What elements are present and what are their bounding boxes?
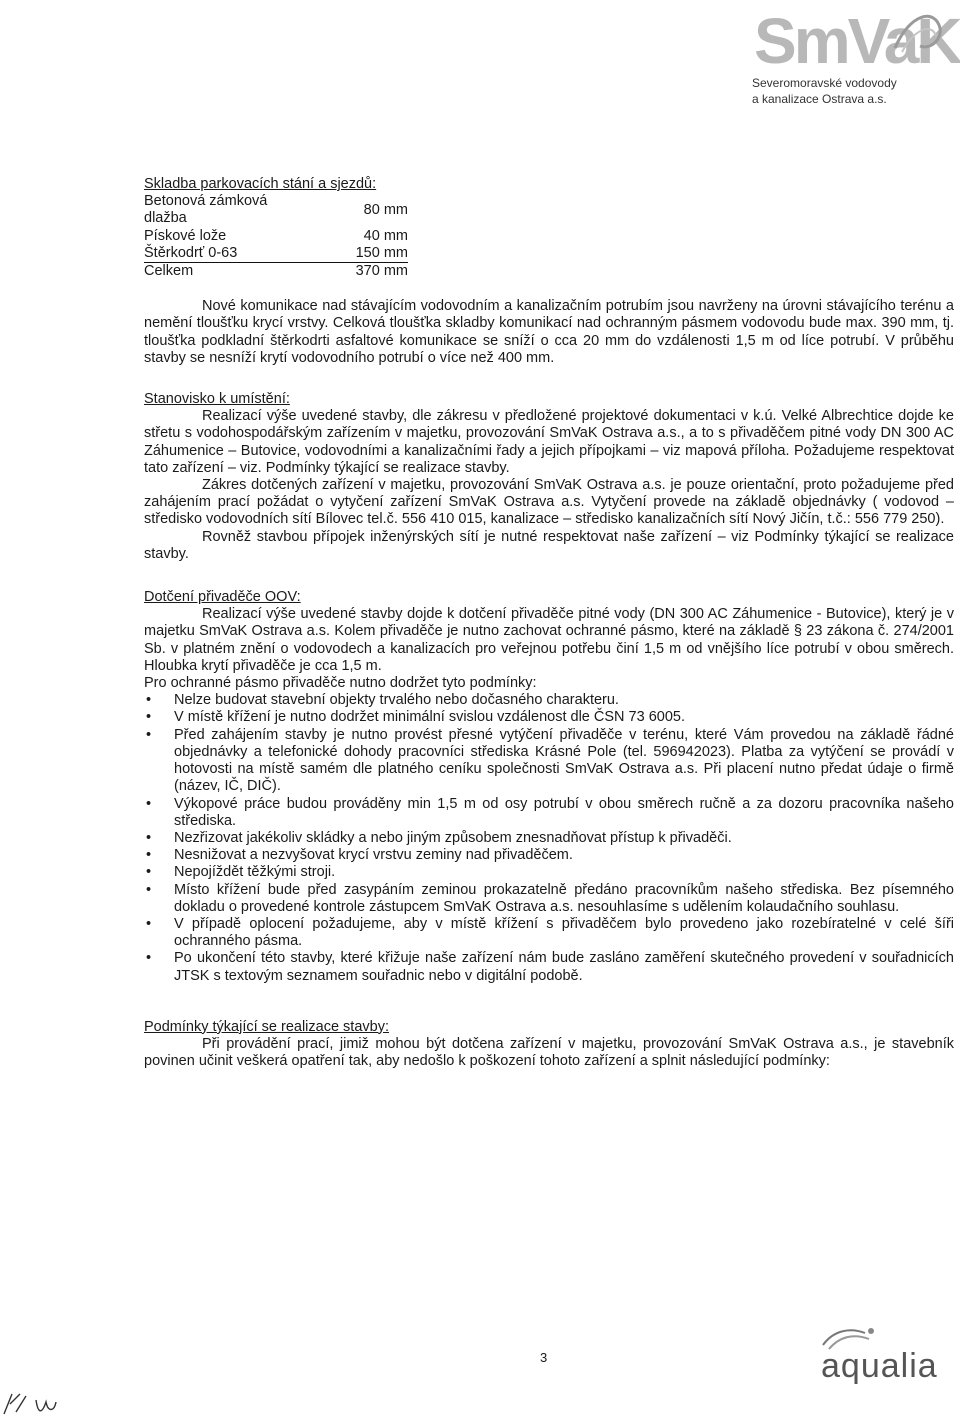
smvak-logo	[740, 5, 960, 106]
row-label: Betonová zámková dlažba	[144, 193, 268, 227]
list-item: • Nesnižovat a nezvyšovat krycí vrstvu zeminy nad přivaděčem.	[144, 847, 954, 864]
aqualia-logo	[815, 1325, 955, 1385]
parking-heading: Skladba parkovacích stání a sjezdů:	[144, 176, 377, 192]
list-item: • Nelze budovat stavební objekty trvalého nebo dočasného charakteru.	[144, 692, 954, 709]
feeder-intro: Pro ochranné pásmo přivaděče nutno dodržet tyto podmínky:	[144, 675, 537, 692]
list-item: • Po ukončení této stavby, které křižuje naše zařízení nám bude zasláno zaměření skutečného provedení v souřadnicích JTSK s textovým seznamem souřadnic nebo v digitální podobě.	[144, 950, 954, 984]
aqualia-wordmark: aqualia	[821, 1347, 938, 1385]
placement-paragraph-1: Realizací výše uvedené stavby, dle zákresu v předložené projektové dokumentaci v k.ú. Velké Albrechtice dojde ke střetu s vodohospodářským zařízením v majetku, provozování SmVaK Ostrava a.s., a to s přivaděčem pitné vody DN 300 AC Záhumenice – Butovice, vodovodními a kanalizačními řady a jejich přípojkami – viz mapová příloha. Požadujeme respektovat tato zařízení – viz. Podmínky týkající se realizace stavby.	[144, 408, 954, 476]
table-row	[144, 228, 408, 245]
row-label: Štěrkodrť 0-63	[144, 245, 288, 263]
placement-heading: Stanovisko k umístění:	[144, 391, 290, 408]
logo-company-line1: Severomoravské vodovody	[752, 76, 897, 90]
list-item: • Místo křížení bude před zasypáním zeminou prokazatelně předáno pracovníkům našeho střediska. Bez písemného dokladu o provedené kontrole zástupcem SmVaK Ostrava a.s. nesouhlasíme s udělením kolaudačního souhlasu.	[144, 882, 954, 916]
row-label: Celkem	[144, 263, 194, 280]
row-value: 150 mm	[288, 245, 408, 263]
logo-swirl-icon	[890, 8, 945, 58]
conditions-paragraph: Při provádění prací, jimiž mohou být dotčena zařízení v majetku, provozování SmVaK Ostrava a.s., je stavebník povinen učinit veškerá opatření tak, aby nedošlo k poškození tohoto zařízení a splnit následující podmínky:	[144, 1035, 954, 1070]
conditions-heading: Podmínky týkající se realizace stavby:	[144, 1018, 389, 1035]
row-value: 370 mm	[355, 263, 408, 280]
parking-table	[144, 193, 408, 280]
table-row	[144, 193, 408, 227]
page-number: 3	[540, 1350, 548, 1365]
list-item: • V místě křížení je nutno dodržet minimální svislou vzdálenost dle ČSN 73 6005.	[144, 709, 954, 726]
logo-mark: SmVaK	[754, 5, 960, 77]
row-value: 40 mm	[363, 227, 408, 244]
placement-paragraph-2: Zákres dotčených zařízení v majetku, provozování SmVaK Ostrava a.s. je pouze orientační, proto požadujeme před zahájením prací požádat o vytyčení zařízení SmVaK Ostrava a.s. Vytyčení provede na základě objednávky ( vodovod – středisko vodovodních sítí Bílovec tel.č. 556 410 015, kanalizace – středisko kanalizačních sítí Nový Jičín, t.č.: 556 779 250).	[144, 477, 954, 528]
table-row	[144, 245, 408, 263]
list-item: • Výkopové práce budou prováděny min 1,5 m od osy potrubí v obou směrech ručně a za dozoru pracovníka našeho střediska.	[144, 796, 954, 830]
list-item: • Nezřizovat jakékoliv skládky a nebo jiným způsobem znesnadňovat přístup k přivaděči.	[144, 830, 954, 847]
parking-paragraph: Nové komunikace nad stávajícím vodovodním a kanalizačním potrubím jsou navrženy na úrovni stávajícího terénu a nemění tloušťku krycí vrstvy. Celková tloušťka skladby komunikací nad ochranným pásmem vodovodu bude max. 390 mm, tj. tloušťka podkladní štěrkodrti asfaltové komunikace se sníží o cca 20 mm do vzdálenosti 1,5 m od líce potrubí. V průběhu stavby se nesníží krytí vodovodního potrubí o více než 400 mm.	[144, 298, 954, 366]
logo-company-line2: a kanalizace Ostrava a.s.	[752, 92, 887, 106]
list-item: • Nepojíždět těžkými stroji.	[144, 864, 954, 881]
list-item: • Před zahájením stavby je nutno provést přesné vytýčení přivaděče v terénu, které Vám provedou na základě řádné objednávky a telefonické dohody pracovníci střediska Krásné Pole (tel. 596942023). Platba za vytýčení se provádí v hotovosti na místě samém dle platného ceníku společnosti SmVaK Ostrava a.s. Při placení nutno předat údaje o firmě (název, IČ, DIČ).	[144, 727, 954, 796]
handwritten-initials-icon	[2, 1390, 82, 1418]
feeder-heading: Dotčení přivaděče OOV:	[144, 589, 301, 606]
feeder-conditions-list	[144, 692, 954, 984]
row-value: 80 mm	[363, 201, 408, 218]
table-row	[144, 263, 408, 281]
placement-paragraph-3: Rovněž stavbou přípojek inženýrských sítí je nutné respektovat naše zařízení – viz Podmínky týkající se realizace stavby.	[144, 528, 954, 562]
feeder-paragraph: Realizací výše uvedené stavby dojde k dotčení přivaděče pitné vody (DN 300 AC Záhumenice - Butovice), který je v majetku SmVaK Ostrava a.s. Kolem přivaděče je nutno zachovat ochranné pásmo, které na základě § 23 zákona č. 274/2001 Sb. v platném znění o vodovodech a kanalizacích pro veřejnou potřebu činí 1,5 m od vnějšího líce potrubí v obou směrech. Hloubka krytí přivaděče je cca 1,5 m.	[144, 606, 954, 674]
list-item: • V případě oplocení požadujeme, aby v místě křížení s přivaděčem bylo provedeno jako rozebíratelné v celé šíři ochranného pásma.	[144, 916, 954, 950]
document-body	[144, 176, 954, 1070]
row-label: Pískové lože	[144, 227, 227, 244]
